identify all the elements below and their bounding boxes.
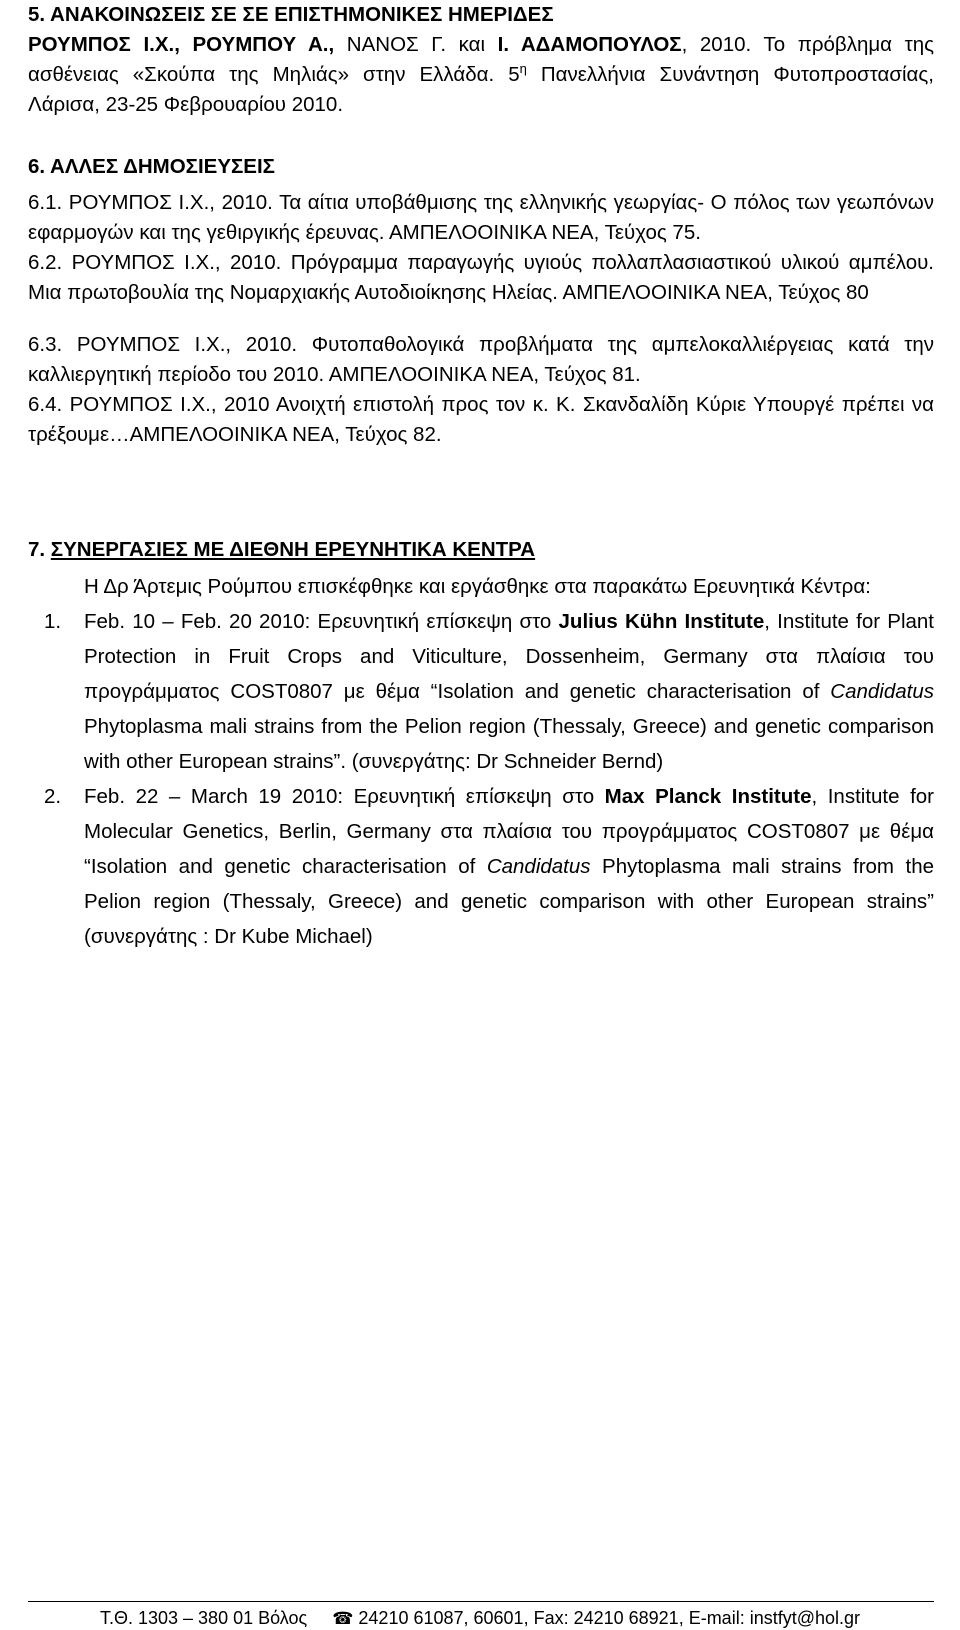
section-6	[28, 152, 934, 450]
section-5	[28, 0, 934, 120]
section-7-number: 7.	[28, 538, 51, 561]
item-text: , Institute for Molecular Genetics, Berlin, Germany στα πλαίσια του προγράμματος COST0807 με θέμα “Isolation and genetic characterisation of	[84, 785, 935, 878]
telephone-icon: ☎	[332, 1609, 354, 1628]
collaboration-list	[28, 604, 934, 954]
section-6-heading: 6. ΑΛΛΕΣ ΔΗΜΟΣΙΕΥΣΕΙΣ	[28, 155, 275, 178]
section-5-title: 5. ΑΝΑΚΟΙΝΩΣΕΙΣ ΣΕ ΣΕ ΕΠΙΣΤΗΜΟΝΙΚΕΣ ΗΜΕΡΙΔΕΣ	[28, 3, 554, 26]
collaboration-item	[28, 604, 934, 779]
entry-authors: ΡΟΥΜΠΟΣ Ι.Χ., ΡΟΥΜΠΟΥ Α.,	[28, 33, 335, 56]
section-7-intro: Η Δρ Άρτεμις Ρούμπου επισκέφθηκε και εργάσθηκε στα παρακάτω Ερευνητικά Κέντρα:	[84, 575, 871, 598]
item-text: Feb. 10 – Feb. 20 2010: Ερευνητική επίσκεψη στο	[84, 610, 559, 633]
publication-item: 6.1. ΡΟΥΜΠΟΣ Ι.Χ., 2010. Τα αίτια υποβάθμισης της ελληνικής γεωργίας- Ο πόλος των γεωπόνων εφαρμογών και της γεθιργικής έρευνας. ΑΜΠΕΛΟΟΙΝΙΚΑ ΝΕΑ, Τεύχος 75.	[28, 191, 934, 244]
entry-authors-last: Ι. ΑΔΑΜΟΠΟΥΛΟΣ	[497, 33, 682, 56]
footer-divider	[28, 1601, 934, 1602]
item-italic: Candidatus	[486, 855, 591, 878]
section-7	[28, 533, 934, 954]
section-5-heading	[28, 0, 934, 30]
publication-item: 6.3. ΡΟΥΜΠΟΣ Ι.Χ., 2010. Φυτοπαθολογικά προβλήματα της αμπελοκαλλιέργειας κατά την καλλιεργητική περίοδο του 2010. ΑΜΠΕΛΟΟΙΝΙΚΑ ΝΕΑ, Τεύχος 81.	[28, 333, 934, 386]
item-text: Phytoplasma mali strains from the Pelion region (Thessaly, Greece) and genetic comparison with other European strains” (συνεργάτης : Dr Kube Michael)	[84, 855, 935, 948]
institute-name: Julius Kühn Institute	[558, 610, 765, 633]
item-text: Phytoplasma mali strains from the Pelion region (Thessaly, Greece) and genetic comparison with other European strains”. (συνεργάτης: Dr Schneider Bernd)	[84, 715, 934, 773]
item-text: Feb. 22 – March 19 2010: Ερευνητική επίσκεψη στο	[84, 785, 605, 808]
footer-address: Τ.Θ. 1303 – 380 01 Βόλος	[99, 1608, 308, 1628]
footer-text	[0, 1607, 960, 1630]
entry-text-a: , 2010. Το πρόβλημα της ασθένειας «Σκούπα της Μηλιάς» στην Ελλάδα. 5	[28, 33, 934, 86]
entry-authors-mid: ΝΑΝΟΣ Γ. και	[334, 33, 498, 56]
section-7-heading	[28, 533, 934, 567]
entry-superscript: η	[519, 61, 527, 77]
item-text: , Institute for Plant Protection in Fruit Crops and Viticulture, Dossenheim, Germany στα πλαίσια του προγράμματος COST0807 με θέμα “Isolation and genetic characterisation of	[84, 610, 934, 703]
section-7-title: ΣΥΝΕΡΓΑΣΙΕΣ ΜΕ ΔΙΕΘΝΗ ΕΡΕΥΝΗΤΙΚΑ ΚΕΝΤΡΑ	[50, 538, 536, 561]
item-number: 2.	[44, 785, 62, 808]
section-5-entry	[28, 30, 934, 120]
collaboration-item	[28, 779, 934, 954]
item-number: 1.	[44, 610, 62, 633]
publication-item: 6.2. ΡΟΥΜΠΟΣ Ι.Χ., 2010. Πρόγραμμα παραγωγής υγιούς πολλαπλασιαστικού υλικού αμπέλου. Μια πρωτοβουλία της Νομαρχιακής Αυτοδιοίκησης Ηλείας. ΑΜΠΕΛΟΟΙΝΙΚΑ ΝΕΑ, Τεύχος 80	[28, 251, 934, 304]
item-italic: Candidatus	[830, 680, 934, 703]
institute-name: Max Planck Institute	[604, 785, 812, 808]
entry-text-b: Πανελλήνια Συνάντηση Φυτοπροστασίας, Λάρισα, 23-25 Φεβρουαρίου 2010.	[28, 63, 934, 116]
footer-contact: 24210 61087, 60601, Fax: 24210 68921, E-mail: instfyt@hol.gr	[353, 1608, 861, 1628]
publication-item: 6.4. ΡΟΥΜΠΟΣ Ι.Χ., 2010 Ανοιχτή επιστολή προς τον κ. Κ. Σκανδαλίδη Κύριε Υπουργέ πρέπει να τρέξουμε…ΑΜΠΕΛΟΟΙΝΙΚΑ ΝΕΑ, Τεύχος 82.	[28, 393, 934, 446]
